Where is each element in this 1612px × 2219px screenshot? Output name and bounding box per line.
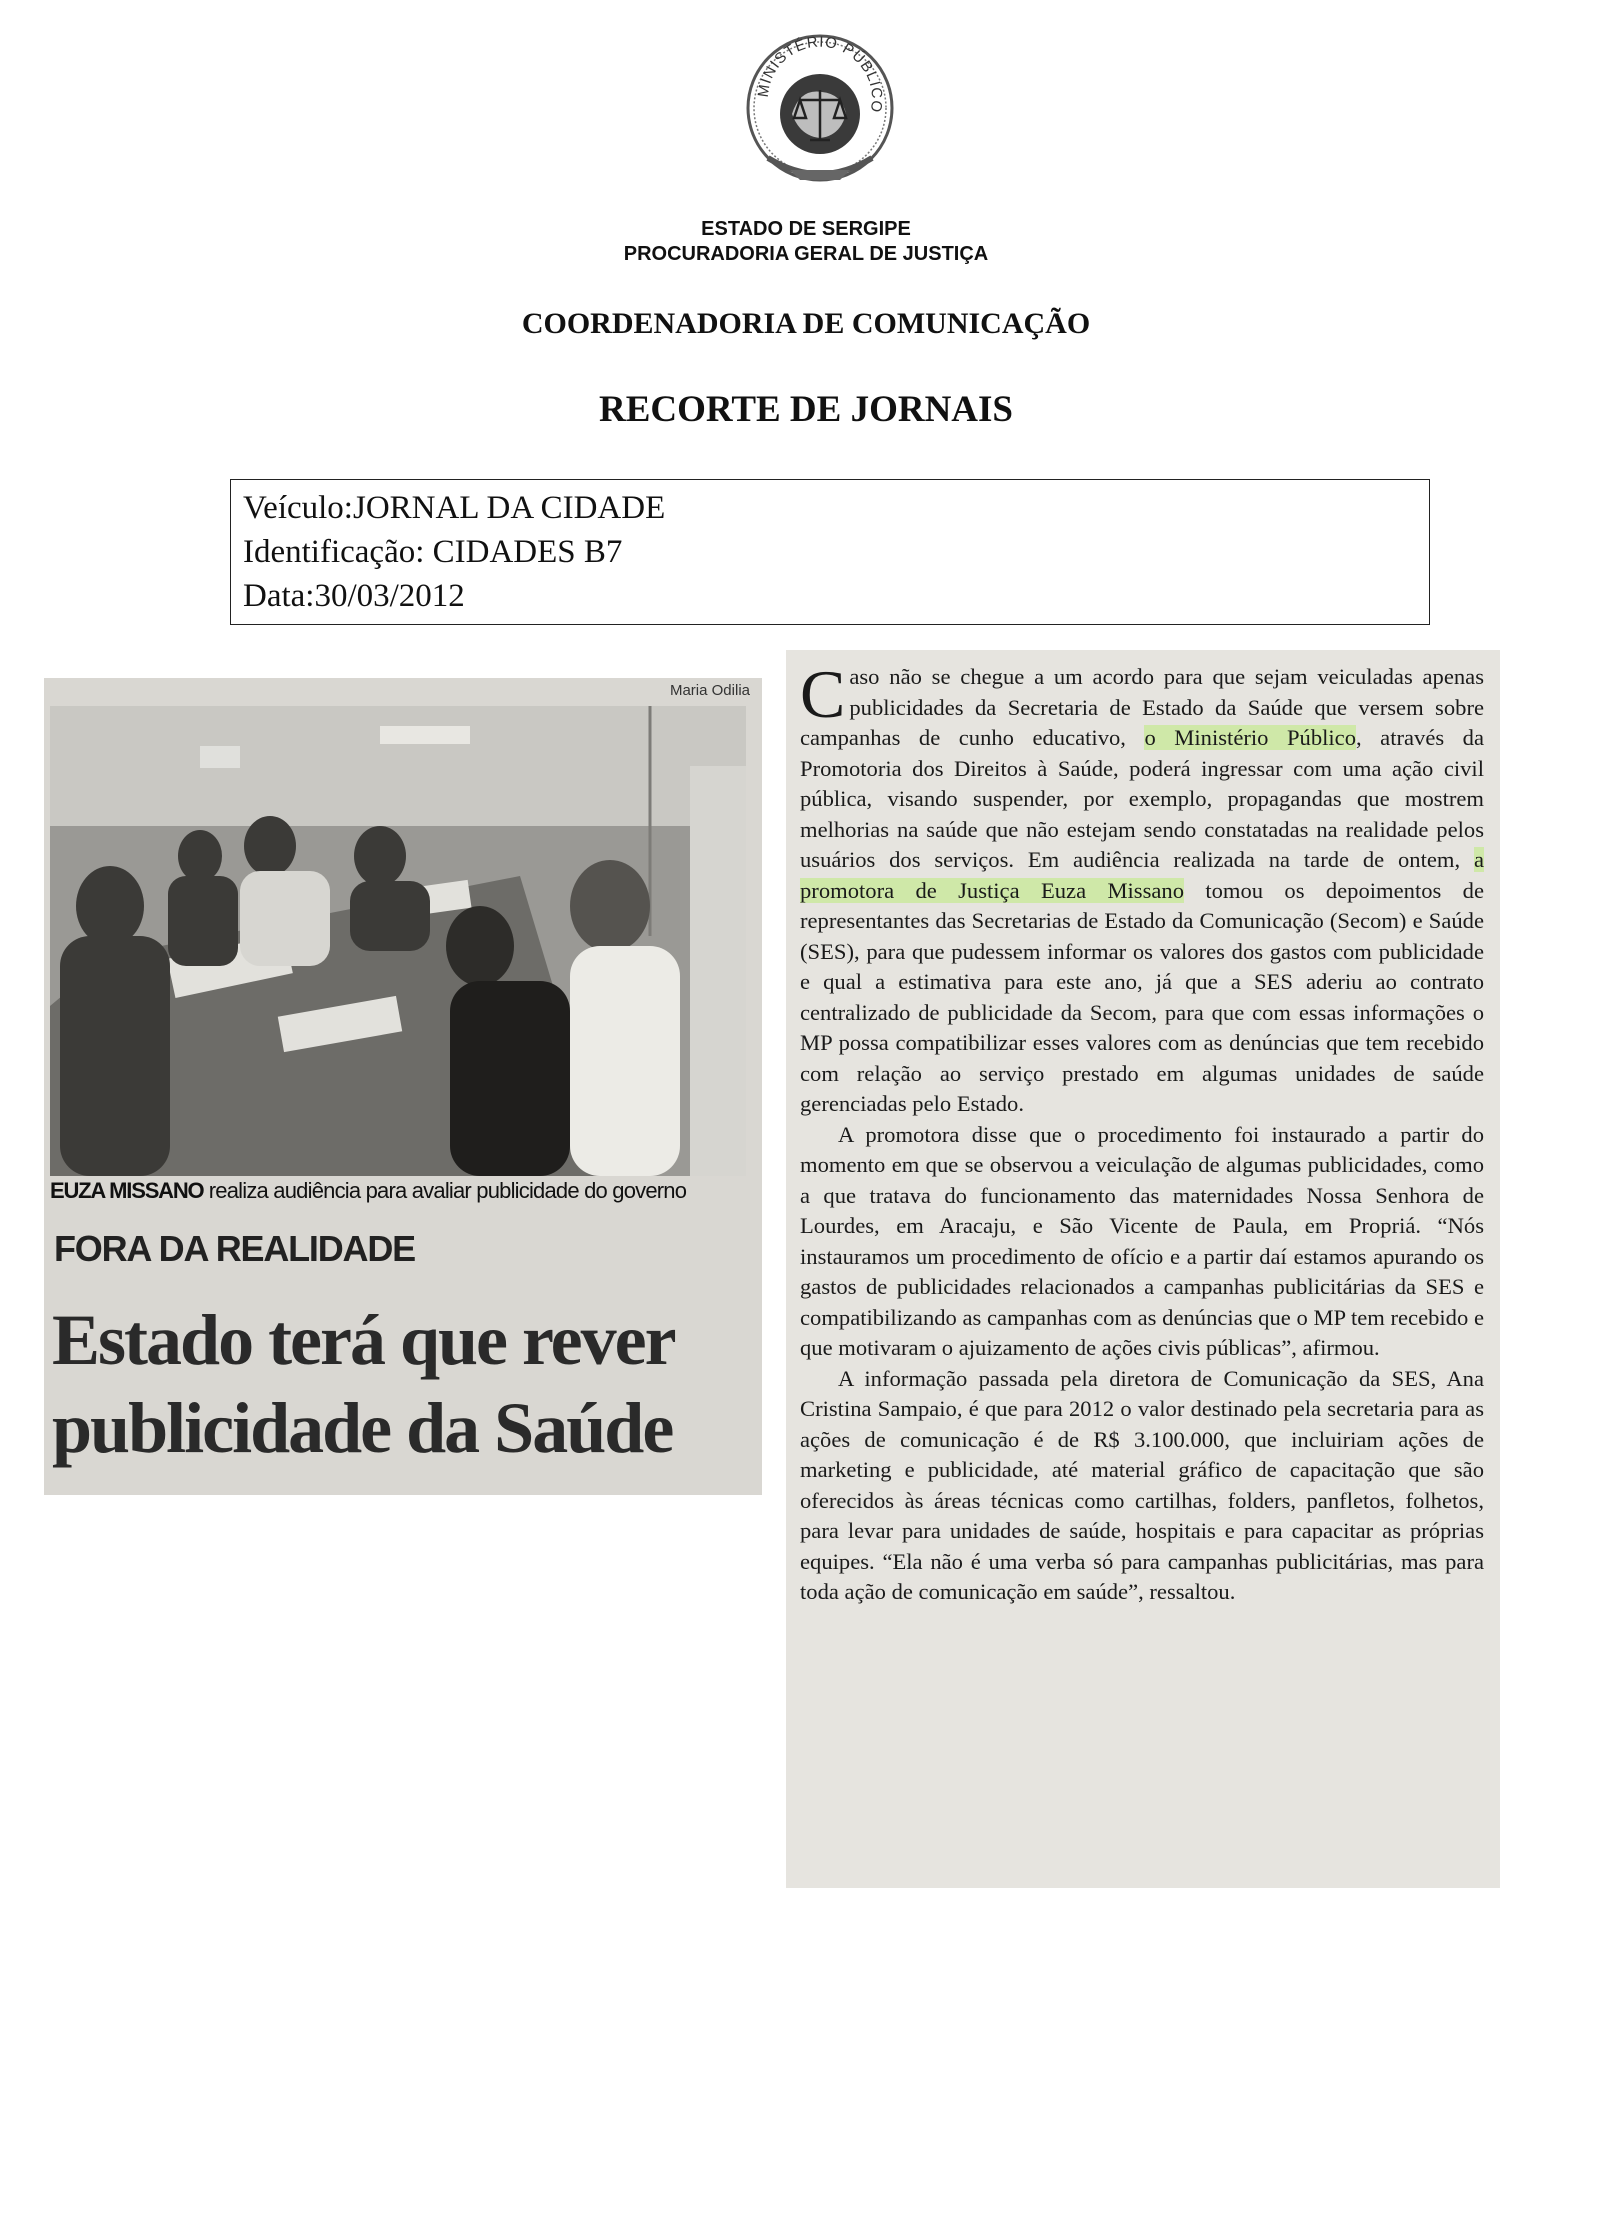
article-paragraph-3: A informação passada pela diretora de Comunicação da SES, Ana Cristina Sampaio, é que para 2012 o valor destinado pela secretaria para as ações de comunicação é de R$ 3.100.000, que incluiriam ações de marketing e publicidade, até material gráfico de capacitação que são oferecidos às áreas técnicas como cartilhas, folders, panfletos, folhetos, para levar para unidades de saúde, hospitais e para capacitar as próprias equipes. “Ela não é uma verba só para campanhas publicitárias, mas para toda ação de comunicação em saúde”, ressaltou.: [800, 1365, 1484, 1604]
drop-cap: C: [800, 656, 846, 732]
office-name: PROCURADORIA GERAL DE JUSTIÇA: [623, 243, 989, 265]
date-field: Data:30/03/2012: [243, 578, 465, 614]
newspaper-clipping-headline: [44, 678, 762, 1495]
state-name: ESTADO DE SERGIPE: [701, 218, 911, 240]
highlight-promotora: a promotora de Justiça Euza Missano: [800, 847, 1484, 903]
highlight-ministerio: o Ministério Público: [1144, 725, 1357, 750]
article-body: [800, 656, 1485, 1608]
photo-caption: [50, 1178, 750, 1204]
article-paragraph-1: [800, 656, 1485, 1120]
photo-credit: Maria Odilia: [669, 682, 750, 699]
meeting-photo: [50, 706, 746, 1176]
kicker: FORA DA REALIDADE: [54, 1228, 415, 1269]
article-paragraph-2: A promotora disse que o procedimento foi instaurado a partir do momento em que se observou a veiculação de algumas publicidades, como a que tratava do funcionamento das maternidades Nossa Senhora de Lourdes, em Aracaju, e São Vicente de Paula, em Propriá. “Nós instauramos um procedimento de ofício e a partir daí estamos apurando os gastos de publicidades relacionados a campanhas publicitárias da SES e compatibilizando as campanhas com as denúncias que o MP tem recebido e que motivaram o ajuizamento de ações civis públicas”, afirmou.: [800, 1121, 1484, 1360]
p1-part-a: aso não se chegue a um acordo para que sejam veiculadas apenas publicidades da Secretaria de Estado da Saúde que versem sobre campanhas de cunho educativo,: [800, 664, 1484, 750]
section-title: RECORTE DE JORNAIS: [599, 389, 1013, 430]
department-title: COORDENADORIA DE COMUNICAÇÃO: [521, 307, 1091, 340]
info-box: [230, 479, 1430, 625]
ministerio-publico-seal: [730, 18, 910, 198]
newspaper-clipping-article: [786, 650, 1500, 1888]
identification-field: Identificação: CIDADES B7: [243, 534, 623, 570]
p1-part-b: , através da Promotoria dos Direitos à Saúde, poderá ingressar com uma ação civil pública, visando suspender, por exemplo, propagandas que mostrem melhorias na saúde que não estejam sendo constatadas na realidade pelos usuários dos serviços. Em audiência realizada na tarde de ontem,: [800, 725, 1485, 872]
seal-text: MINISTÉRIO PÚBLICO: [754, 33, 886, 115]
caption-name: EUZA MISSANO: [50, 1178, 204, 1203]
headline: Estado terá que rever publicidade da Saúde: [52, 1300, 674, 1468]
caption-text: realiza audiência para avaliar publicidade do governo: [203, 1178, 687, 1203]
p1-part-c: tomou os depoimentos de representantes das Secretarias de Estado da Comunicação (Secom) e Saúde (SES), para que pudessem informar os valores dos gastos com publicidade e qual a estimativa para este ano, já que a SES aderiu ao contrato centralizado de publicidade da Secom, para que com essas informações o MP possa compatibilizar esses valores com as denúncias que tem recebido com relação ao serviço prestado em algumas unidades de saúde gerenciadas pelo Estado.: [800, 877, 1484, 1116]
vehicle-field: Veículo:JORNAL DA CIDADE: [243, 490, 666, 526]
